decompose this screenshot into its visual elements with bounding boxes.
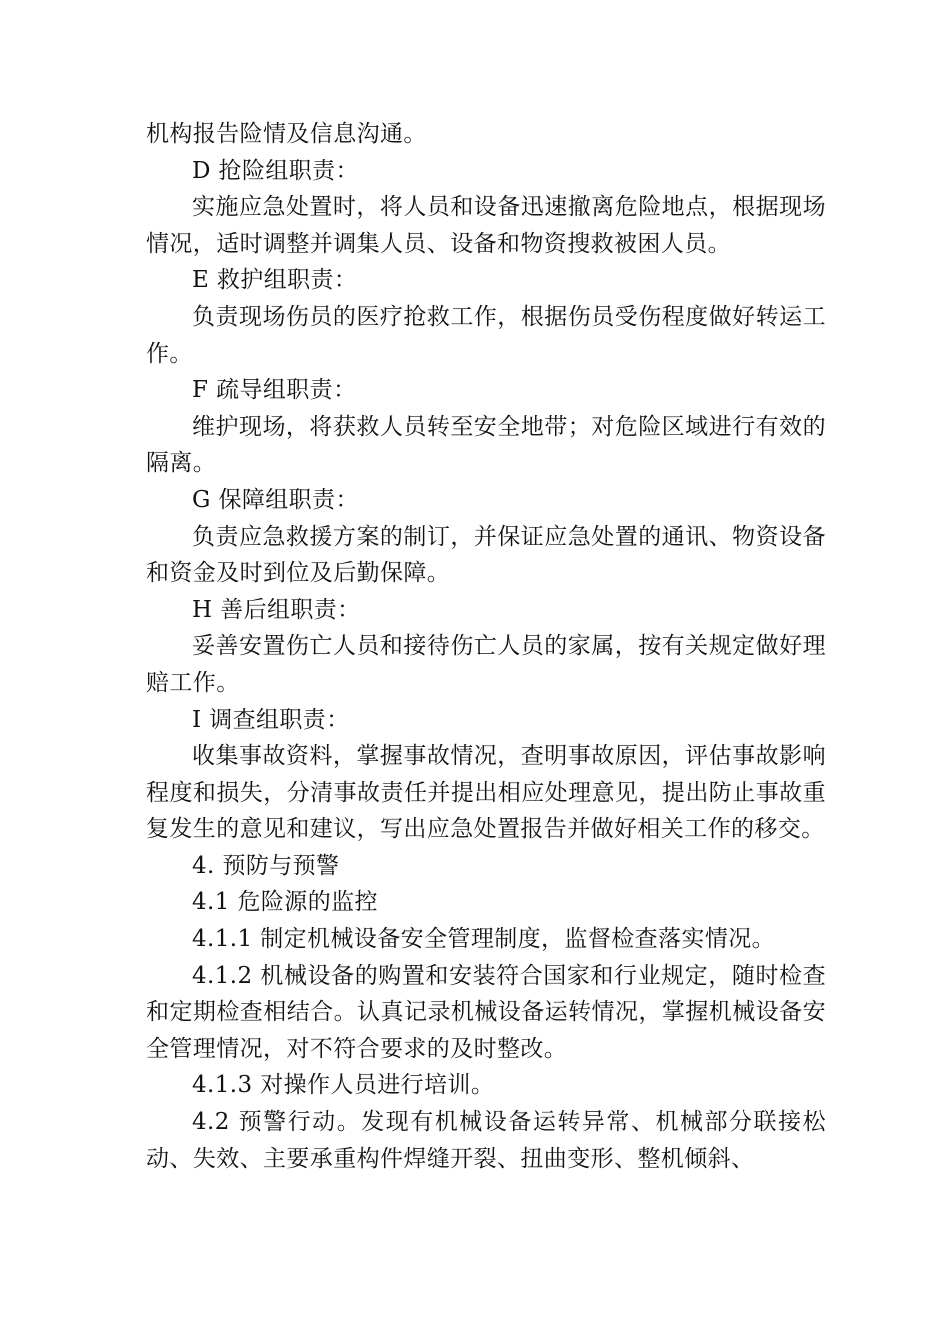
paragraph: 实施应急处置时，将人员和设备迅速撤离危险地点，根据现场情况，适时调整并调集人员、设备和物资搜救被困人员。 <box>146 194 826 257</box>
section-heading-rescue-team: D 抢险组职责： <box>192 157 359 184</box>
section-heading-evacuation-team: F 疏导组职责： <box>192 377 357 404</box>
section-heading-prevention: 4. 预防与预警 <box>192 852 340 879</box>
section-heading-hazard-monitoring: 4.1 危险源的监控 <box>192 889 378 916</box>
section-heading-aftermath-team: H 善后组职责： <box>192 596 361 623</box>
paragraph: 机构报告险情及信息沟通。 <box>146 121 427 147</box>
section-heading-medical-team: E 救护组职责： <box>192 267 358 294</box>
paragraph: 收集事故资料，掌握事故情况，查明事故原因，评估事故影响程度和损失，分清事故责任并提出相应处理意见，提出防止事故重复发生的意见和建议，写出应急处置报告并做好相关工作的移交。 <box>146 743 826 843</box>
paragraph: 4.1.2 机械设备的购置和安装符合国家和行业规定，随时检查和定期检查相结合。认真记录机械设备运转情况，掌握机械设备安全管理情况，对不符合要求的及时整改。 <box>146 962 826 1062</box>
section-heading-support-team: G 保障组职责： <box>192 486 359 513</box>
section-heading-investigation-team: I 调查组职责： <box>192 706 350 733</box>
paragraph: 4.1.3 对操作人员进行培训。 <box>192 1072 495 1099</box>
paragraph: 4.2 预警行动。发现有机械设备运转异常、机械部分联接松动、失效、主要承重构件焊缝开裂、扭曲变形、整机倾斜、 <box>146 1109 826 1172</box>
paragraph: 4.1.1 制定机械设备安全管理制度，监督检查落实情况。 <box>192 926 776 953</box>
paragraph: 维护现场，将获救人员转至安全地带；对危险区域进行有效的隔离。 <box>146 413 826 477</box>
paragraph: 负责现场伤员的医疗抢救工作，根据伤员受伤程度做好转运工作。 <box>146 303 826 367</box>
paragraph: 负责应急救援方案的制订，并保证应急处置的通讯、物资设备和资金及时到位及后勤保障。 <box>146 523 826 587</box>
document-body <box>146 116 826 1177</box>
paragraph: 妥善安置伤亡人员和接待伤亡人员的家属，按有关规定做好理赔工作。 <box>146 633 826 696</box>
